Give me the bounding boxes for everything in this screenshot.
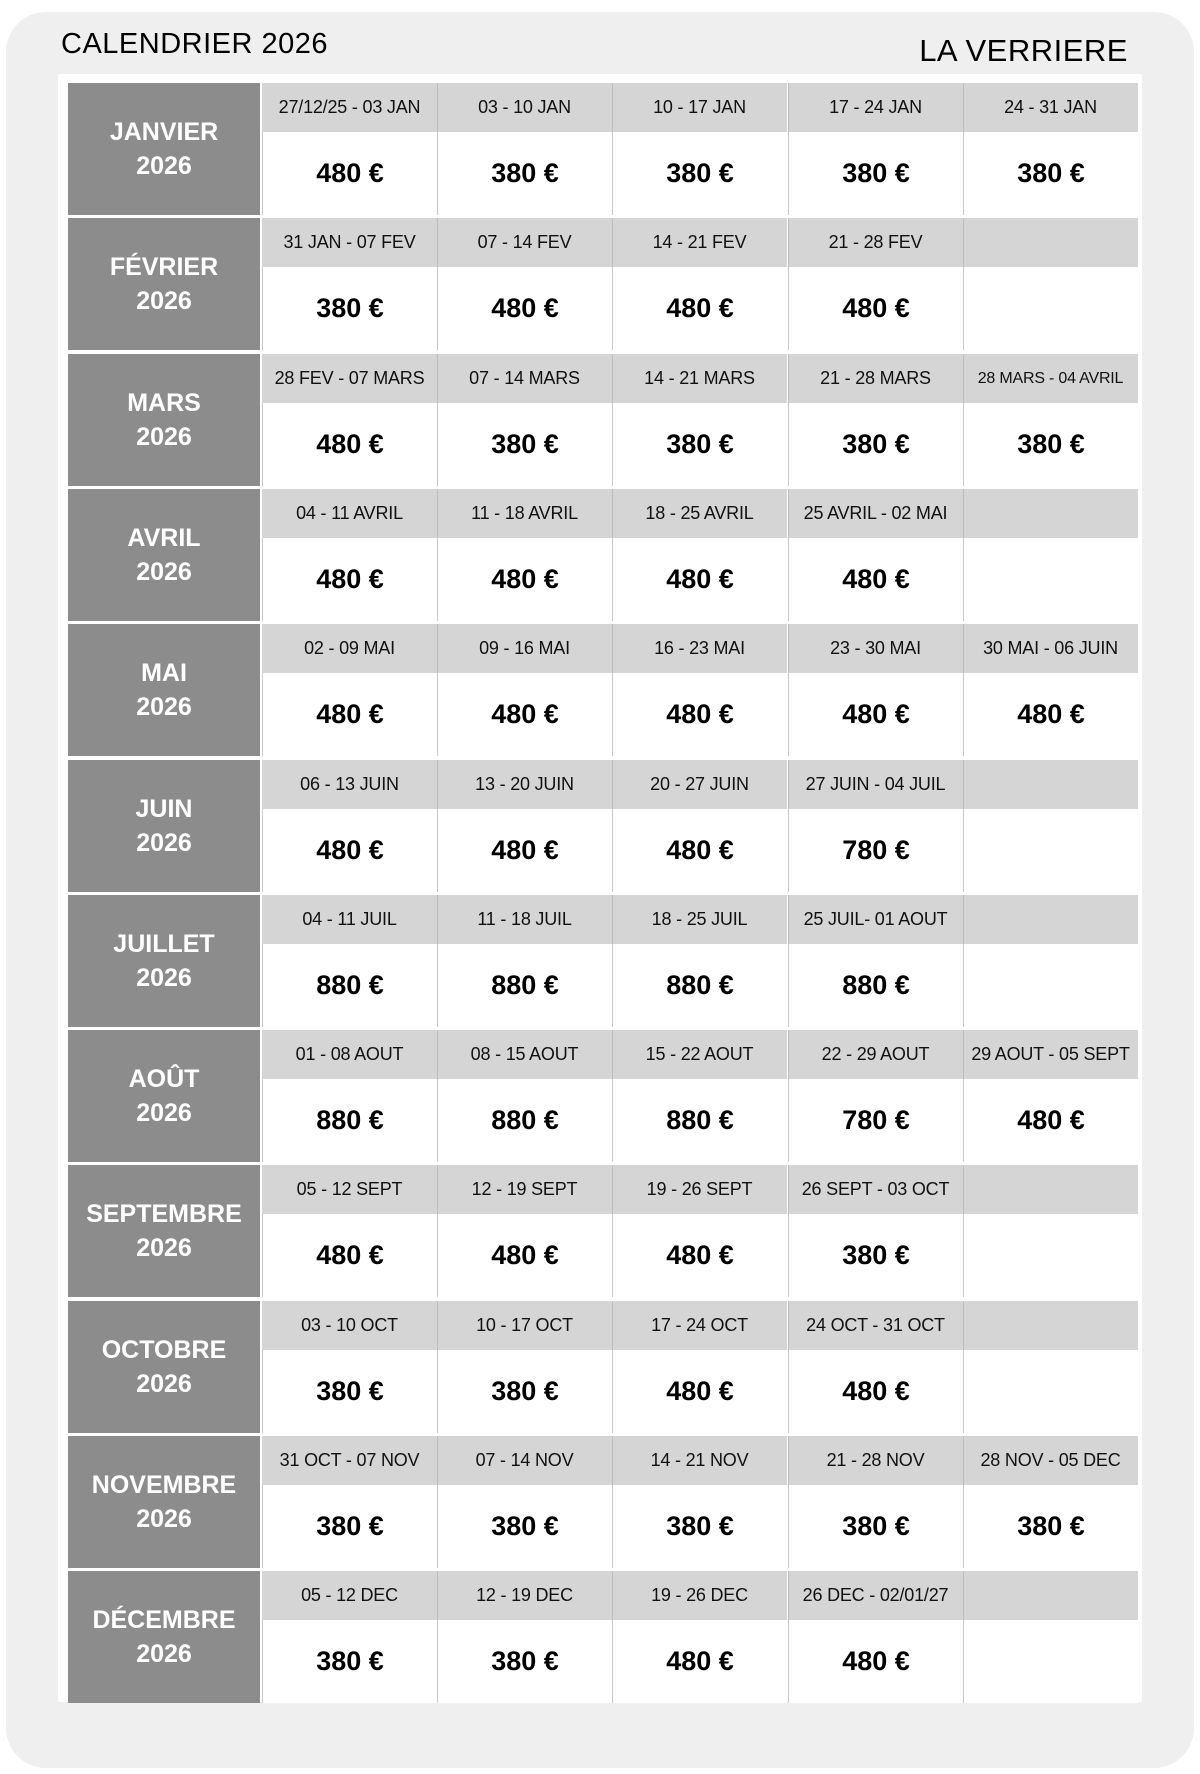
column-divider [612,1165,613,1214]
week-range: 18 - 25 AVRIL [612,489,787,538]
month-label [68,1571,260,1703]
month-label [68,1436,260,1568]
week-range: 26 DEC - 02/01/27 [788,1571,963,1620]
week-price: 480 € [262,809,437,892]
column-divider [437,1030,438,1079]
week-price: 480 € [437,538,612,621]
column-divider [437,1165,438,1214]
week-price: 480 € [437,809,612,892]
week-range: 25 AVRIL - 02 MAI [788,489,963,538]
week-price: 380 € [437,403,612,486]
week-price: 480 € [963,1079,1138,1162]
week-range: 22 - 29 AOUT [788,1030,963,1079]
week-range: 30 MAI - 06 JUIN [963,624,1138,673]
month-year: 2026 [136,964,192,992]
column-divider [437,895,438,944]
column-divider [963,1436,964,1485]
week-price: 480 € [262,403,437,486]
month-row [68,1301,1132,1433]
column-divider [788,1165,789,1214]
week-range: 14 - 21 MARS [612,354,787,403]
month-year: 2026 [136,1099,192,1127]
column-divider [963,624,964,673]
column-divider [612,624,613,673]
week-range: 26 SEPT - 03 OCT [788,1165,963,1214]
week-price: 380 € [788,1214,963,1297]
column-divider [788,83,789,132]
week-range: 28 FEV - 07 MARS [262,354,437,403]
week-range: 02 - 09 MAI [262,624,437,673]
week-range: 27 JUIN - 04 JUIL [788,760,963,809]
week-range: 12 - 19 DEC [437,1571,612,1620]
week-price [963,538,1138,621]
week-price: 480 € [262,673,437,756]
month-label [68,83,260,215]
month-name: MAI [141,659,187,687]
week-range [963,760,1138,809]
week-range [963,1165,1138,1214]
week-range: 01 - 08 AOUT [262,1030,437,1079]
week-range: 21 - 28 FEV [788,218,963,267]
week-price: 380 € [788,1485,963,1568]
week-range: 28 NOV - 05 DEC [963,1436,1138,1485]
week-range: 03 - 10 OCT [262,1301,437,1350]
week-range: 31 OCT - 07 NOV [262,1436,437,1485]
month-name: JUILLET [113,930,215,958]
week-range: 19 - 26 DEC [612,1571,787,1620]
week-range: 08 - 15 AOUT [437,1030,612,1079]
month-row [68,895,1132,1027]
week-price: 880 € [437,1079,612,1162]
column-divider [612,1571,613,1620]
month-row [68,1571,1132,1703]
month-row [68,83,1132,215]
month-name: JUIN [135,795,193,823]
week-range: 14 - 21 FEV [612,218,787,267]
week-range: 21 - 28 MARS [788,354,963,403]
column-divider [963,760,964,809]
week-price [963,1620,1138,1703]
column-divider [788,354,789,403]
week-price: 380 € [262,1485,437,1568]
month-year: 2026 [136,1640,192,1668]
column-divider [612,1436,613,1485]
week-range [963,489,1138,538]
month-label [68,624,260,756]
month-year: 2026 [136,1234,192,1262]
month-row [68,624,1132,756]
week-price: 780 € [788,1079,963,1162]
month-name: SEPTEMBRE [86,1200,242,1228]
month-row [68,760,1132,892]
column-divider [963,218,964,267]
month-name: MARS [127,389,201,417]
week-price: 380 € [262,1350,437,1433]
column-divider [437,218,438,267]
week-price: 480 € [612,673,787,756]
month-year: 2026 [136,423,192,451]
week-price: 480 € [262,538,437,621]
month-row [68,489,1132,621]
week-range [963,895,1138,944]
week-price: 480 € [437,1214,612,1297]
week-range: 04 - 11 AVRIL [262,489,437,538]
column-divider [612,1301,613,1350]
month-year: 2026 [136,829,192,857]
week-range: 11 - 18 AVRIL [437,489,612,538]
month-name: AVRIL [127,524,201,552]
month-name: OCTOBRE [101,1336,227,1364]
week-range: 24 - 31 JAN [963,83,1138,132]
week-price [963,809,1138,892]
column-divider [437,760,438,809]
month-label [68,760,260,892]
week-range: 14 - 21 NOV [612,1436,787,1485]
week-price: 380 € [963,403,1138,486]
month-year: 2026 [136,1505,192,1533]
week-price: 480 € [788,1620,963,1703]
month-name: DÉCEMBRE [92,1606,236,1634]
month-label [68,218,260,350]
month-label [68,1030,260,1162]
month-label [68,1165,260,1297]
week-price: 480 € [612,1214,787,1297]
month-label [68,354,260,486]
column-divider [788,489,789,538]
column-divider [437,1571,438,1620]
week-price: 780 € [788,809,963,892]
week-price: 480 € [612,267,787,350]
month-name: NOVEMBRE [91,1471,237,1499]
column-divider [437,489,438,538]
week-range: 04 - 11 JUIL [262,895,437,944]
column-divider [788,1436,789,1485]
calendar-title: CALENDRIER 2026 [61,28,328,60]
week-price: 480 € [788,673,963,756]
column-divider [963,489,964,538]
week-price: 380 € [963,1485,1138,1568]
column-divider [788,624,789,673]
week-price: 480 € [788,1350,963,1433]
week-price: 480 € [612,538,787,621]
week-range: 28 MARS - 04 AVRIL [963,354,1138,403]
column-divider [437,1436,438,1485]
week-price: 480 € [788,267,963,350]
week-range: 11 - 18 JUIL [437,895,612,944]
week-price [963,267,1138,350]
week-price: 480 € [437,673,612,756]
week-price: 480 € [963,673,1138,756]
week-price: 880 € [612,1079,787,1162]
week-range: 20 - 27 JUIN [612,760,787,809]
week-range: 23 - 30 MAI [788,624,963,673]
column-divider [437,1301,438,1350]
week-price: 480 € [612,1620,787,1703]
week-price [963,944,1138,1027]
month-row [68,1030,1132,1162]
week-range: 31 JAN - 07 FEV [262,218,437,267]
column-divider [612,354,613,403]
column-divider [437,354,438,403]
month-label [68,1301,260,1433]
month-year: 2026 [136,558,192,586]
week-range: 12 - 19 SEPT [437,1165,612,1214]
column-divider [612,489,613,538]
week-range: 10 - 17 JAN [612,83,787,132]
month-label [68,489,260,621]
week-price: 380 € [612,403,787,486]
column-divider [963,1165,964,1214]
week-price: 480 € [788,538,963,621]
week-price: 880 € [788,944,963,1027]
week-price: 380 € [437,1485,612,1568]
month-name: AOÛT [128,1065,200,1093]
column-divider [612,218,613,267]
month-year: 2026 [136,152,192,180]
column-divider [963,354,964,403]
month-row [68,354,1132,486]
week-price: 480 € [612,809,787,892]
column-divider [963,1030,964,1079]
column-divider [963,83,964,132]
week-price: 380 € [262,267,437,350]
column-divider [437,83,438,132]
week-range: 27/12/25 - 03 JAN [262,83,437,132]
column-divider [963,1571,964,1620]
column-divider [963,1301,964,1350]
column-divider [788,1571,789,1620]
column-divider [612,760,613,809]
week-price: 480 € [262,1214,437,1297]
week-price: 480 € [612,1350,787,1433]
week-range: 05 - 12 DEC [262,1571,437,1620]
week-range: 15 - 22 AOUT [612,1030,787,1079]
column-divider [788,218,789,267]
week-range: 09 - 16 MAI [437,624,612,673]
month-row [68,218,1132,350]
week-range: 29 AOUT - 05 SEPT [963,1030,1138,1079]
column-divider [437,624,438,673]
week-range [963,218,1138,267]
week-range: 25 JUIL- 01 AOUT [788,895,963,944]
column-divider [612,83,613,132]
week-price: 380 € [612,1485,787,1568]
week-range: 07 - 14 MARS [437,354,612,403]
week-price: 880 € [437,944,612,1027]
week-range: 07 - 14 FEV [437,218,612,267]
week-price: 480 € [262,132,437,215]
month-row [68,1165,1132,1297]
column-divider [612,895,613,944]
week-range: 17 - 24 OCT [612,1301,787,1350]
week-range: 18 - 25 JUIL [612,895,787,944]
week-price [963,1350,1138,1433]
week-range: 17 - 24 JAN [788,83,963,132]
month-year: 2026 [136,287,192,315]
week-range: 07 - 14 NOV [437,1436,612,1485]
week-price: 880 € [262,944,437,1027]
week-price: 480 € [437,267,612,350]
week-range: 16 - 23 MAI [612,624,787,673]
column-divider [612,1030,613,1079]
week-price: 380 € [437,132,612,215]
week-range: 06 - 13 JUIN [262,760,437,809]
week-range: 13 - 20 JUIN [437,760,612,809]
location-name: LA VERRIERE [919,33,1128,68]
month-row [68,1436,1132,1568]
week-price: 380 € [963,132,1138,215]
week-range: 10 - 17 OCT [437,1301,612,1350]
column-divider [788,1301,789,1350]
week-range: 03 - 10 JAN [437,83,612,132]
week-range: 05 - 12 SEPT [262,1165,437,1214]
column-divider [788,760,789,809]
week-price [963,1214,1138,1297]
month-name: JANVIER [109,118,219,146]
week-range: 21 - 28 NOV [788,1436,963,1485]
column-divider [963,895,964,944]
week-range: 19 - 26 SEPT [612,1165,787,1214]
week-price: 880 € [612,944,787,1027]
week-price: 380 € [262,1620,437,1703]
column-divider [788,895,789,944]
week-price: 380 € [437,1620,612,1703]
week-price: 380 € [788,132,963,215]
week-range [963,1301,1138,1350]
month-name: FÉVRIER [109,253,219,281]
week-price: 380 € [437,1350,612,1433]
week-range: 24 OCT - 31 OCT [788,1301,963,1350]
month-year: 2026 [136,693,192,721]
week-range [963,1571,1138,1620]
month-year: 2026 [136,1370,192,1398]
week-price: 380 € [612,132,787,215]
month-label [68,895,260,1027]
week-price: 880 € [262,1079,437,1162]
week-price: 380 € [788,403,963,486]
column-divider [788,1030,789,1079]
